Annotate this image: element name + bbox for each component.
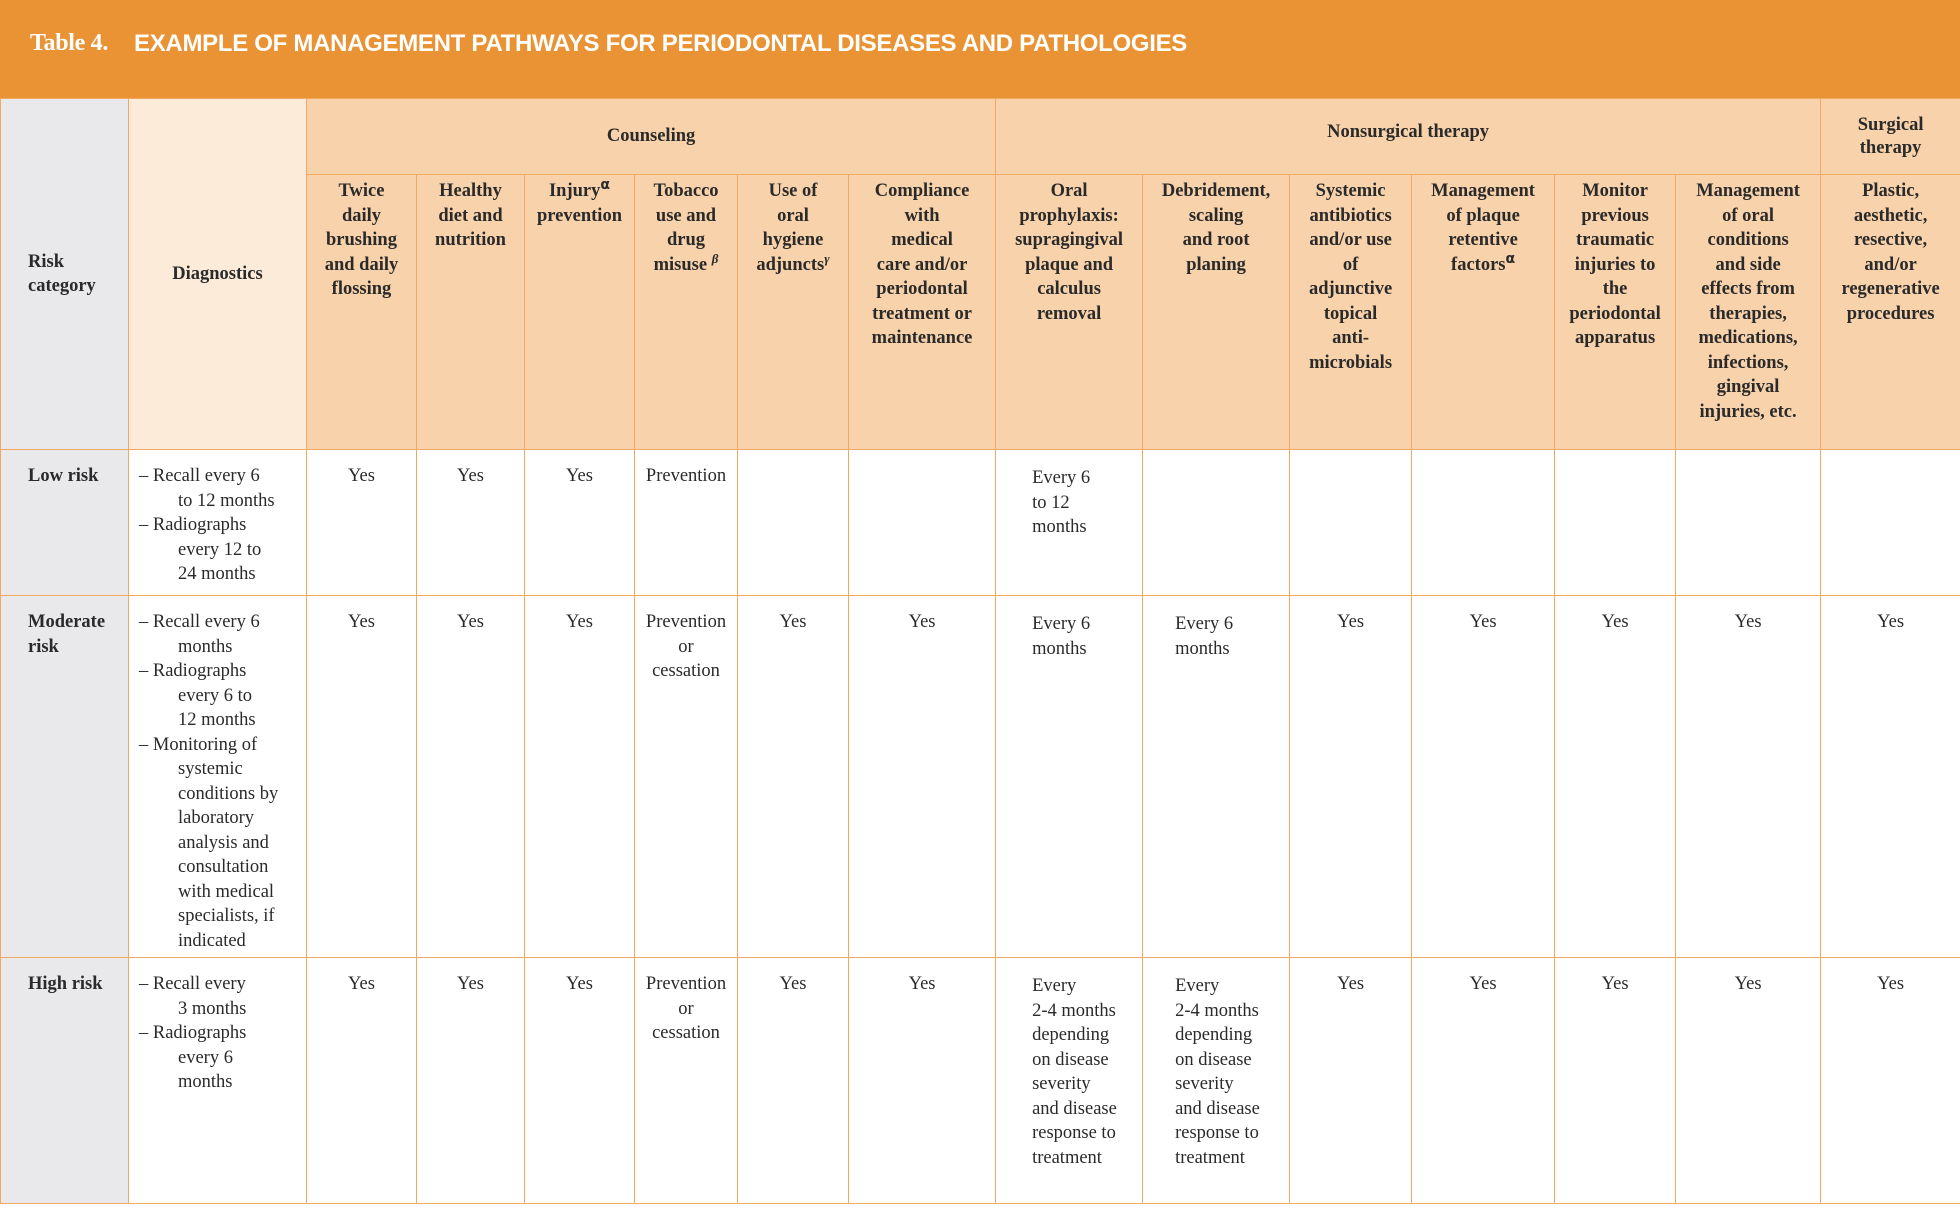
col-header-oral-prophylaxis: Oral prophylaxis: supragingival plaque and calculus removal — [996, 175, 1143, 450]
col-header-diet: Healthy diet and nutrition — [417, 175, 525, 450]
table-cell: Yes — [1555, 596, 1676, 958]
table-cell: Every 2-4 months depending on disease severity and disease response to treatment — [996, 958, 1143, 1204]
table-cell: Yes — [1676, 958, 1821, 1204]
table-cell: Yes — [525, 596, 635, 958]
table-cell: Yes — [1290, 958, 1412, 1204]
nonsurgical-therapy-header: Nonsurgical therapy — [996, 99, 1821, 175]
table-cell — [1143, 450, 1290, 596]
risk-category-cell: Low risk — [1, 450, 129, 596]
table-cell: Every 2-4 months depending on disease severity and disease response to treatment — [1143, 958, 1290, 1204]
table-cell: Yes — [1290, 596, 1412, 958]
diagnostic-item — [139, 972, 302, 1021]
table-cell: Yes — [307, 450, 417, 596]
table-cell — [1676, 450, 1821, 596]
col-header-antibiotics: Systemic antibiotics and/or use of adjunctive topical anti- microbials — [1290, 175, 1412, 450]
diagnostic-item — [139, 464, 302, 513]
diagnostic-item-lead: – Recall every — [139, 974, 246, 994]
diagnostic-item-lead: – Radiographs — [139, 1023, 247, 1043]
diagnostic-item-detail: to 12 months — [178, 490, 275, 511]
diagnostic-item-lead: – Recall every 6 — [139, 612, 260, 632]
col-header-debridement: Debridement, scaling and root planing — [1143, 175, 1290, 450]
col-header-injury-prevention: Injury$^\alpha$ prevention — [525, 175, 635, 450]
table-cell: Yes — [307, 958, 417, 1204]
table-cell — [849, 450, 996, 596]
table-cell — [1290, 450, 1412, 596]
col-header-hygiene-adjuncts: Use of oral hygiene adjuncts$^\gamma$ — [738, 175, 849, 450]
management-pathways-table — [0, 98, 1960, 1204]
diagnostic-item-detail: months — [178, 636, 233, 657]
diagnostic-item-lead: – Radiographs — [139, 661, 247, 681]
high-risk-row — [1, 958, 1960, 1204]
risk-category-header: Risk category — [1, 99, 129, 450]
diagnostic-item-detail: every 12 to 24 months — [178, 539, 262, 584]
diagnostics-cell — [129, 450, 307, 596]
table-cell — [1555, 450, 1676, 596]
diagnostic-item-detail: every 6 months — [178, 1047, 233, 1092]
table-cell: Every 6 months — [1143, 596, 1290, 958]
table-cell: Yes — [738, 958, 849, 1204]
table-cell — [1821, 450, 1960, 596]
diagnostic-item — [139, 513, 302, 587]
col-header-compliance: Compliance with medical care and/or periodontal treatment or maintenance — [849, 175, 996, 450]
table-cell: Yes — [307, 596, 417, 958]
diagnostics-cell — [129, 958, 307, 1204]
counseling-header: Counseling — [307, 99, 996, 175]
table-cell: Every 6 months — [996, 596, 1143, 958]
table-cell: Prevention — [635, 450, 738, 596]
diagnostic-item-detail: systemic conditions by laboratory analysis and consultation with medical specialists, if indicated — [178, 759, 279, 951]
diagnostics-cell — [129, 596, 307, 958]
table-cell: Prevention or cessation — [635, 596, 738, 958]
col-header-tobacco: Tobacco use and drug misuse $^\beta$ — [635, 175, 738, 450]
moderate-risk-row — [1, 596, 1960, 958]
diagnostic-item — [139, 610, 302, 659]
table-cell: Yes — [417, 958, 525, 1204]
table-cell: Yes — [1412, 958, 1555, 1204]
table-cell: Every 6 to 12 months — [996, 450, 1143, 596]
col-header-plaque-factors: Management of plaque retentive factors$^\alpha$ — [1412, 175, 1555, 450]
table-cell: Yes — [417, 450, 525, 596]
diagnostic-item-lead: – Radiographs — [139, 515, 247, 535]
table-cell: Yes — [1555, 958, 1676, 1204]
diagnostic-item — [139, 659, 302, 733]
table-cell: Yes — [525, 958, 635, 1204]
surgical-therapy-header: Surgical therapy — [1821, 99, 1960, 175]
diagnostic-item-lead: – Monitoring of — [139, 734, 258, 755]
col-header-brushing: Twice daily brushing and daily flossing — [307, 175, 417, 450]
table-cell: Yes — [1412, 596, 1555, 958]
table-cell: Yes — [738, 596, 849, 958]
diagnostic-item-detail: 3 months — [178, 998, 247, 1019]
table-cell: Yes — [1676, 596, 1821, 958]
table-cell: Prevention or cessation — [635, 958, 738, 1204]
table-cell: Yes — [849, 958, 996, 1204]
table-cell — [738, 450, 849, 596]
table-cell: Yes — [525, 450, 635, 596]
table-cell — [1412, 450, 1555, 596]
table-title-bar — [0, 0, 1960, 98]
low-risk-row — [1, 450, 1960, 596]
diagnostic-item-detail: every 6 to 12 months — [178, 685, 256, 730]
table-cell: Yes — [849, 596, 996, 958]
table-title: EXAMPLE OF MANAGEMENT PATHWAYS FOR PERIODONTAL DISEASES AND PATHOLOGIES — [134, 30, 1187, 57]
diagnostic-item — [139, 1021, 302, 1095]
table-cell: Yes — [1821, 596, 1960, 958]
risk-category-cell: Moderate risk — [1, 596, 129, 958]
table-cell: Yes — [417, 596, 525, 958]
col-header-surgical-procedures: Plastic, aesthetic, resective, and/or regenerative procedures — [1821, 175, 1960, 450]
diagnostic-item — [139, 733, 302, 954]
diagnostic-item-lead: – Recall every 6 — [139, 466, 260, 486]
diagnostics-header: Diagnostics — [129, 99, 307, 450]
table-number: Table 4. — [30, 30, 109, 56]
risk-category-cell: High risk — [1, 958, 129, 1204]
col-header-traumatic-injuries: Monitor previous traumatic injuries to the periodontal apparatus — [1555, 175, 1676, 450]
header-group-row — [1, 99, 1960, 175]
table-cell: Yes — [1821, 958, 1960, 1204]
col-header-oral-conditions: Management of oral conditions and side effects from therapies, medications, infections, gingival injuries, etc. — [1676, 175, 1821, 450]
